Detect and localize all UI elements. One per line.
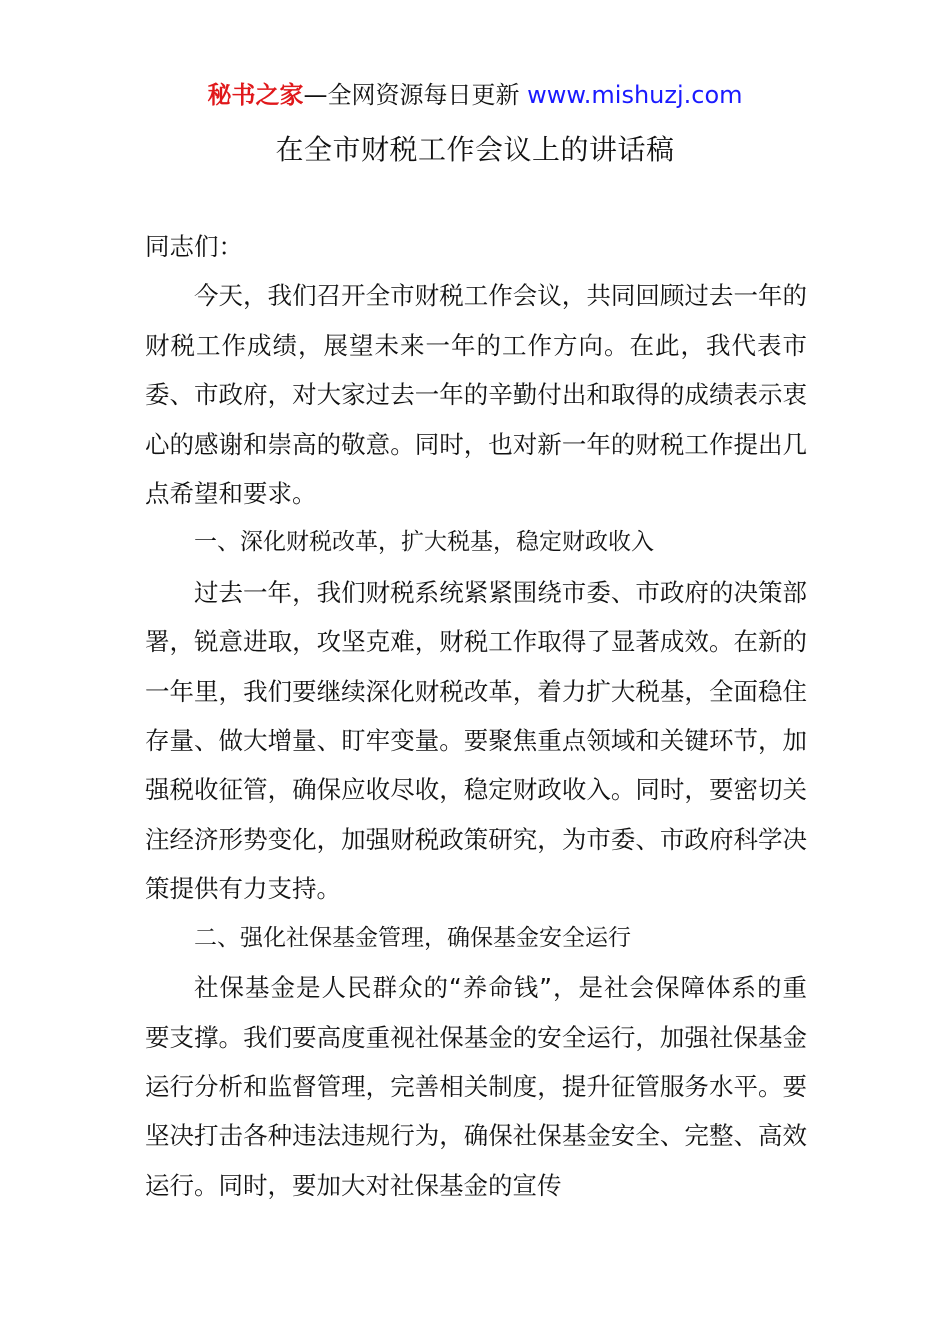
document-body (145, 222, 807, 1210)
section-heading-1: 一、深化财税改革，扩大税基，稳定财政收入 (194, 529, 654, 556)
site-tagline: —全网资源每日更新 (303, 81, 528, 109)
site-header (0, 78, 950, 112)
paragraph-section-2: 社保基金是人民群众的“养命钱”，是社会保障体系的重要支撑。我们要高度重视社保基金的安全运行，加强社保基金运行分析和监督管理，完善相关制度，提升征管服务水平。要坚决打击各种违法违规行为，确保社保基金安全、完整、高效运行。同时，要加大对社保基金的宣传 (145, 973, 807, 1200)
document-title: 在全市财税工作会议上的讲话稿 (275, 133, 675, 166)
paragraph-intro: 今天，我们召开全市财税工作会议，共同回顾过去一年的财税工作成绩，展望未来一年的工作方向。在此，我代表市委、市政府，对大家过去一年的辛勤付出和取得的成绩表示衷心的感谢和崇高的敬意。同时，也对新一年的财税工作提出几点希望和要求。 (145, 281, 807, 509)
salutation: 同志们： (145, 232, 243, 261)
section-heading-2: 二、强化社保基金管理，确保基金安全运行 (194, 924, 631, 951)
paragraph-section-1: 过去一年，我们财税系统紧紧围绕市委、市政府的决策部署，锐意进取，攻坚克难，财税工作取得了显著成效。在新的一年里，我们要继续深化财税改革，着力扩大税基，全面稳住存量、做大增量、盯牢变量。要聚焦重点领域和关键环节，加强税收征管，确保应收尽收，稳定财政收入。同时，要密切关注经济形势变化，加强财税政策研究，为市委、市政府科学决策提供有力支持。 (145, 577, 807, 904)
site-url-link[interactable]: www.mishuzj.com (527, 81, 743, 109)
site-brand: 秘书之家 (207, 81, 304, 109)
